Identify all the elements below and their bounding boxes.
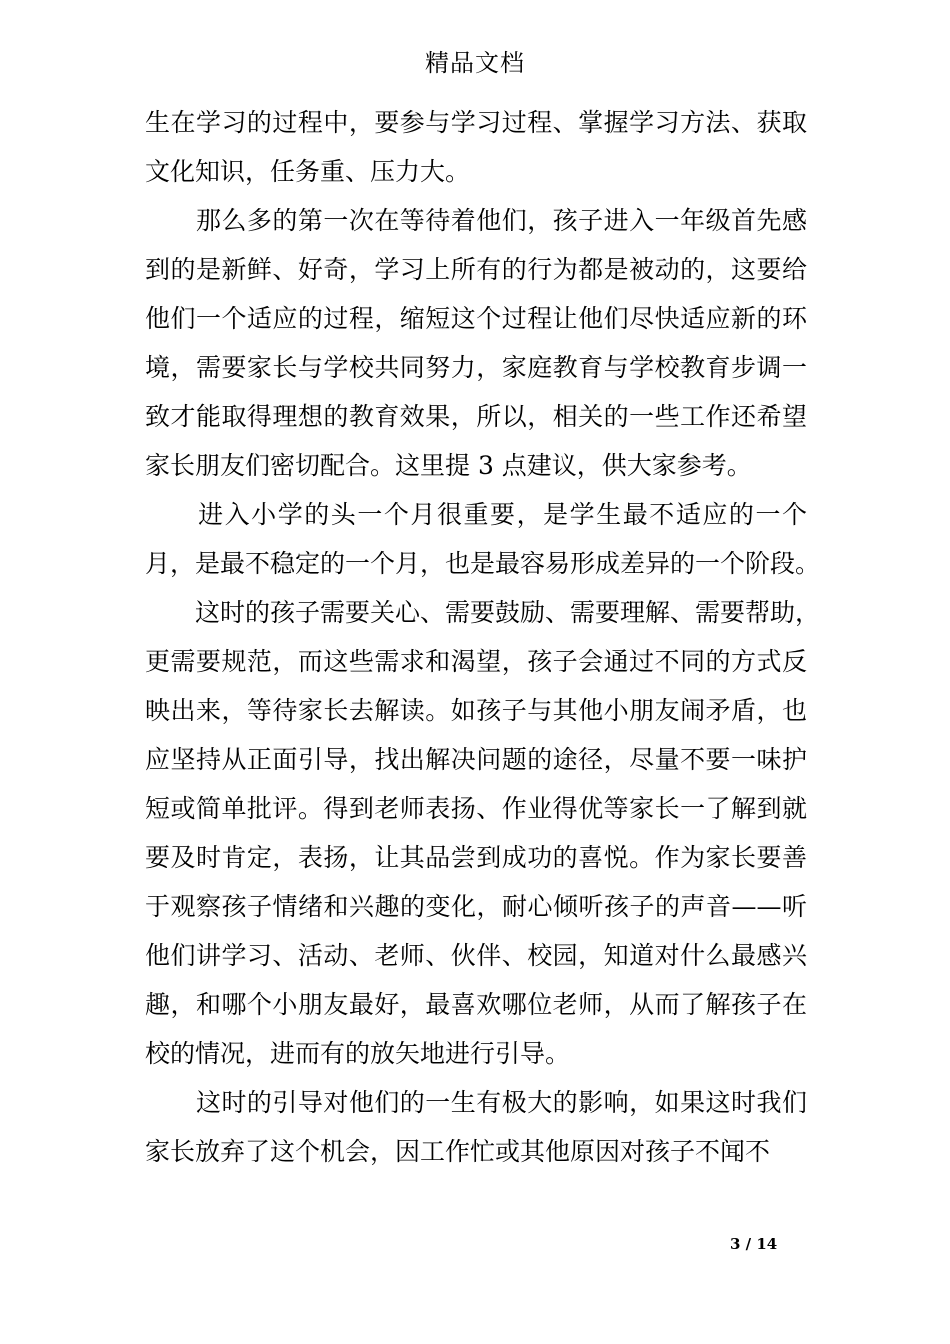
text-line: 家长朋友们密切配合。这里提 3 点建议，供大家参考。: [145, 451, 752, 480]
text-line: 趣，和哪个小朋友最好，最喜欢哪位老师，从而了解孩子在: [145, 990, 807, 1019]
text-line: 那么多的第一次在等待着他们，孩子进入一年级首先感: [145, 206, 807, 235]
text-line: 月，是最不稳定的一个月，也是最容易形成差异的一个阶段。: [145, 549, 821, 578]
text-line: 家长放弃了这个机会，因工作忙或其他原因对孩子不闻不: [145, 1137, 771, 1166]
text-line: 他们一个适应的过程，缩短这个过程让他们尽快适应新的环: [145, 304, 807, 333]
text-line: 要及时肯定，表扬，让其品尝到成功的喜悦。作为家长要善: [145, 843, 807, 872]
text-line: 更需要规范，而这些需求和渴望，孩子会通过不同的方式反: [145, 647, 807, 676]
text-line: 进入小学的头一个月很重要，是学生最不适应的一个: [145, 500, 807, 529]
document-body: [145, 98, 821, 1176]
page-header-title: 精品文档: [425, 49, 525, 77]
text-line: 境，需要家长与学校共同努力，家庭教育与学校教育步调一: [145, 353, 807, 382]
text-line: 致才能取得理想的教育效果，所以，相关的一些工作还希望: [145, 402, 807, 431]
text-line: 映出来，等待家长去解读。如孩子与其他小朋友闹矛盾，也: [145, 696, 807, 725]
text-line: 生在学习的过程中，要参与学习过程、掌握学习方法、获取: [145, 108, 807, 137]
text-line: 这时的孩子需要关心、需要鼓励、需要理解、需要帮助，: [145, 598, 821, 627]
text-line: 短或简单批评。得到老师表扬、作业得优等家长一了解到就: [145, 794, 807, 823]
text-line: 文化知识，任务重、压力大。: [145, 157, 471, 186]
text-line: 他们讲学习、活动、老师、伙伴、校园，知道对什么最感兴: [145, 941, 807, 970]
page-number: 3 / 14: [730, 1235, 778, 1253]
text-line: 这时的引导对他们的一生有极大的影响，如果这时我们: [145, 1088, 807, 1117]
text-line: 于观察孩子情绪和兴趣的变化，耐心倾听孩子的声音——听: [145, 892, 807, 921]
text-line: 到的是新鲜、好奇，学习上所有的行为都是被动的，这要给: [145, 255, 807, 284]
text-line: 校的情况，进而有的放矢地进行引导。: [145, 1039, 571, 1068]
text-line: 应坚持从正面引导，找出解决问题的途径，尽量不要一味护: [145, 745, 807, 774]
